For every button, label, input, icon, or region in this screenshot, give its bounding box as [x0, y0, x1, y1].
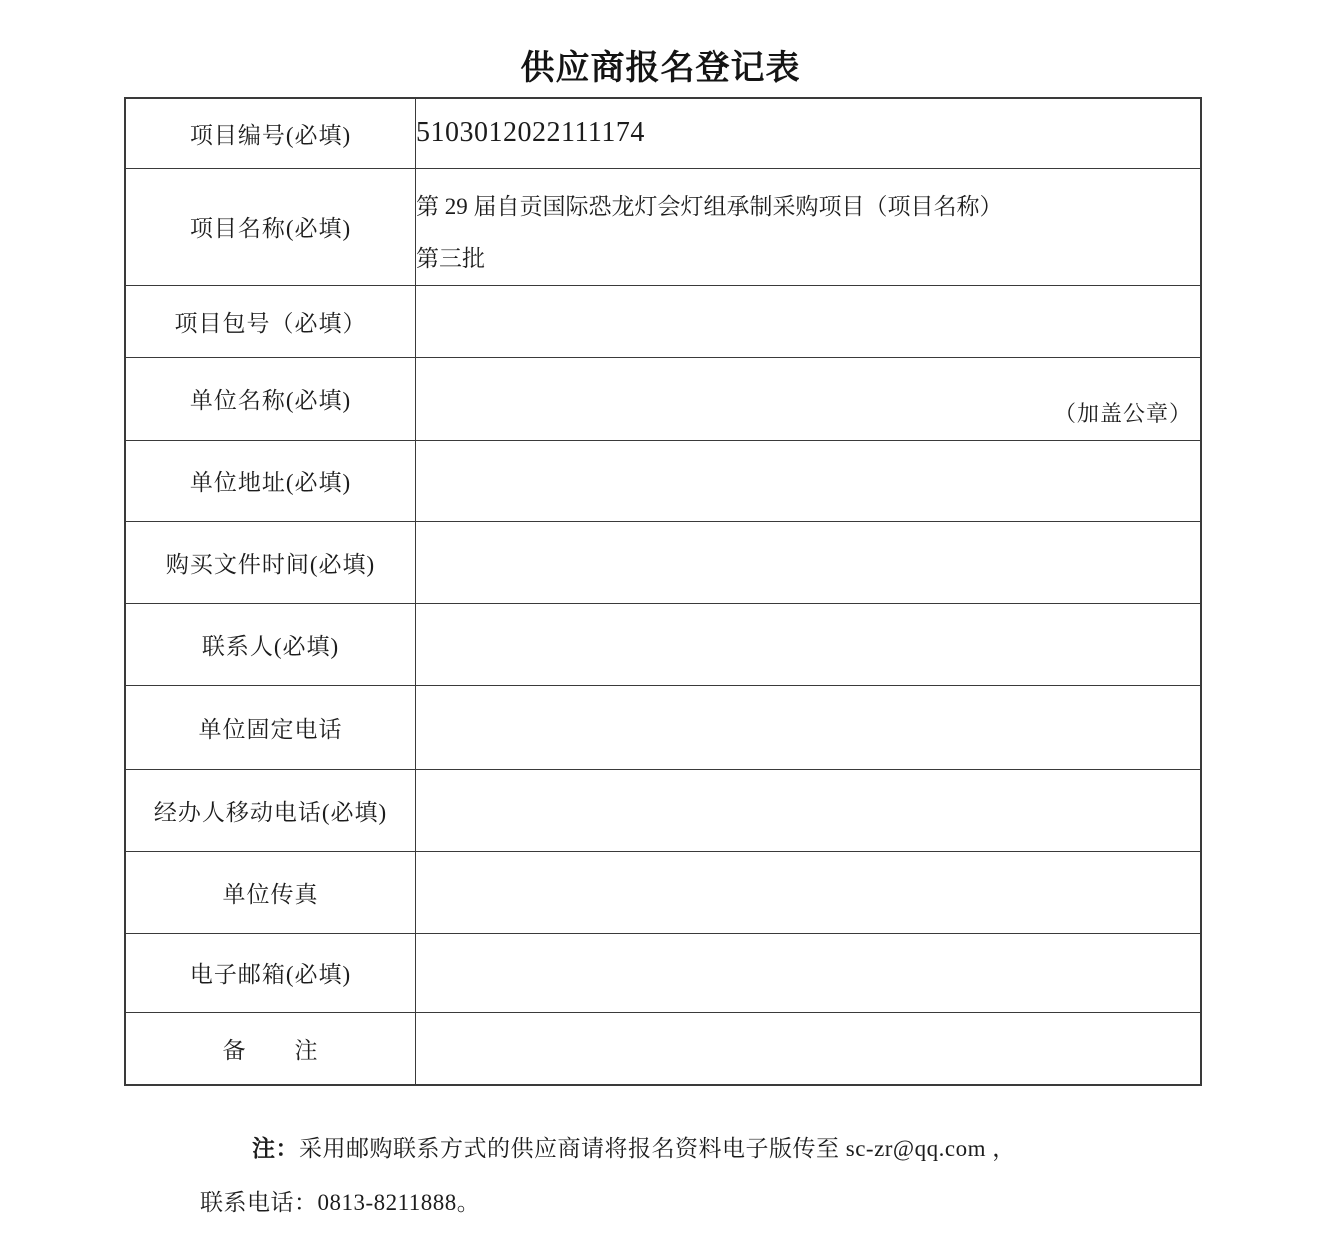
table-row-project-name [125, 168, 1201, 285]
row-label: 单位固定电话 [125, 685, 416, 769]
row-label: 购买文件时间(必填) [125, 521, 416, 603]
row-label: 单位传真 [125, 851, 416, 933]
table-row-package-number [125, 285, 1201, 357]
row-label: 备 注 [125, 1012, 416, 1085]
package-number-value-cell [416, 285, 1202, 357]
footnote-line-2: 联系电话：0813-8211888。 [200, 1190, 481, 1215]
row-label: 联系人(必填) [125, 603, 416, 685]
project-name-line-1: 第 29 届自贡国际恐龙灯会灯组承制采购项目（项目名称） [416, 193, 1003, 219]
row-label: 项目编号(必填) [125, 98, 416, 168]
project-number-value-cell [416, 98, 1202, 168]
row-label: 单位地址(必填) [125, 440, 416, 521]
email-value-cell [416, 933, 1202, 1012]
table-row-fax [125, 851, 1201, 933]
table-row-project-number [125, 98, 1201, 168]
company-name-value-cell [416, 357, 1202, 440]
project-name-line-2: 第三批 [416, 245, 485, 271]
table-row-landline-phone [125, 685, 1201, 769]
mobile-phone-value-cell [416, 769, 1202, 851]
fax-value-cell [416, 851, 1202, 933]
project-number-value: 5103012022111174 [416, 117, 645, 149]
footnote-line-1: 采用邮购联系方式的供应商请将报名资料电子版传至 sc-zr@qq.com ， [299, 1136, 1016, 1161]
table-row-company-address [125, 440, 1201, 521]
row-label: 项目名称(必填) [125, 168, 416, 285]
table-row-email [125, 933, 1201, 1012]
seal-annotation: （加盖公章） [1053, 400, 1192, 426]
row-label: 电子邮箱(必填) [125, 933, 416, 1012]
table-row-contact-person [125, 603, 1201, 685]
project-name-value-cell [416, 168, 1202, 285]
footnote-prefix: 注： [252, 1136, 299, 1161]
landline-phone-value-cell [416, 685, 1202, 769]
table-row-company-name [125, 357, 1201, 440]
row-label: 项目包号（必填） [125, 285, 416, 357]
table-row-purchase-time [125, 521, 1201, 603]
table-row-mobile-phone [125, 769, 1201, 851]
table-row-remarks [125, 1012, 1201, 1085]
registration-table [124, 97, 1202, 1086]
page-title: 供应商报名登记表 [520, 50, 801, 87]
contact-person-value-cell [416, 603, 1202, 685]
remarks-value-cell [416, 1012, 1202, 1085]
row-label: 单位名称(必填) [125, 357, 416, 440]
row-label: 经办人移动电话(必填) [125, 769, 416, 851]
footnote [200, 1122, 1185, 1230]
company-address-value-cell [416, 440, 1202, 521]
purchase-time-value-cell [416, 521, 1202, 603]
